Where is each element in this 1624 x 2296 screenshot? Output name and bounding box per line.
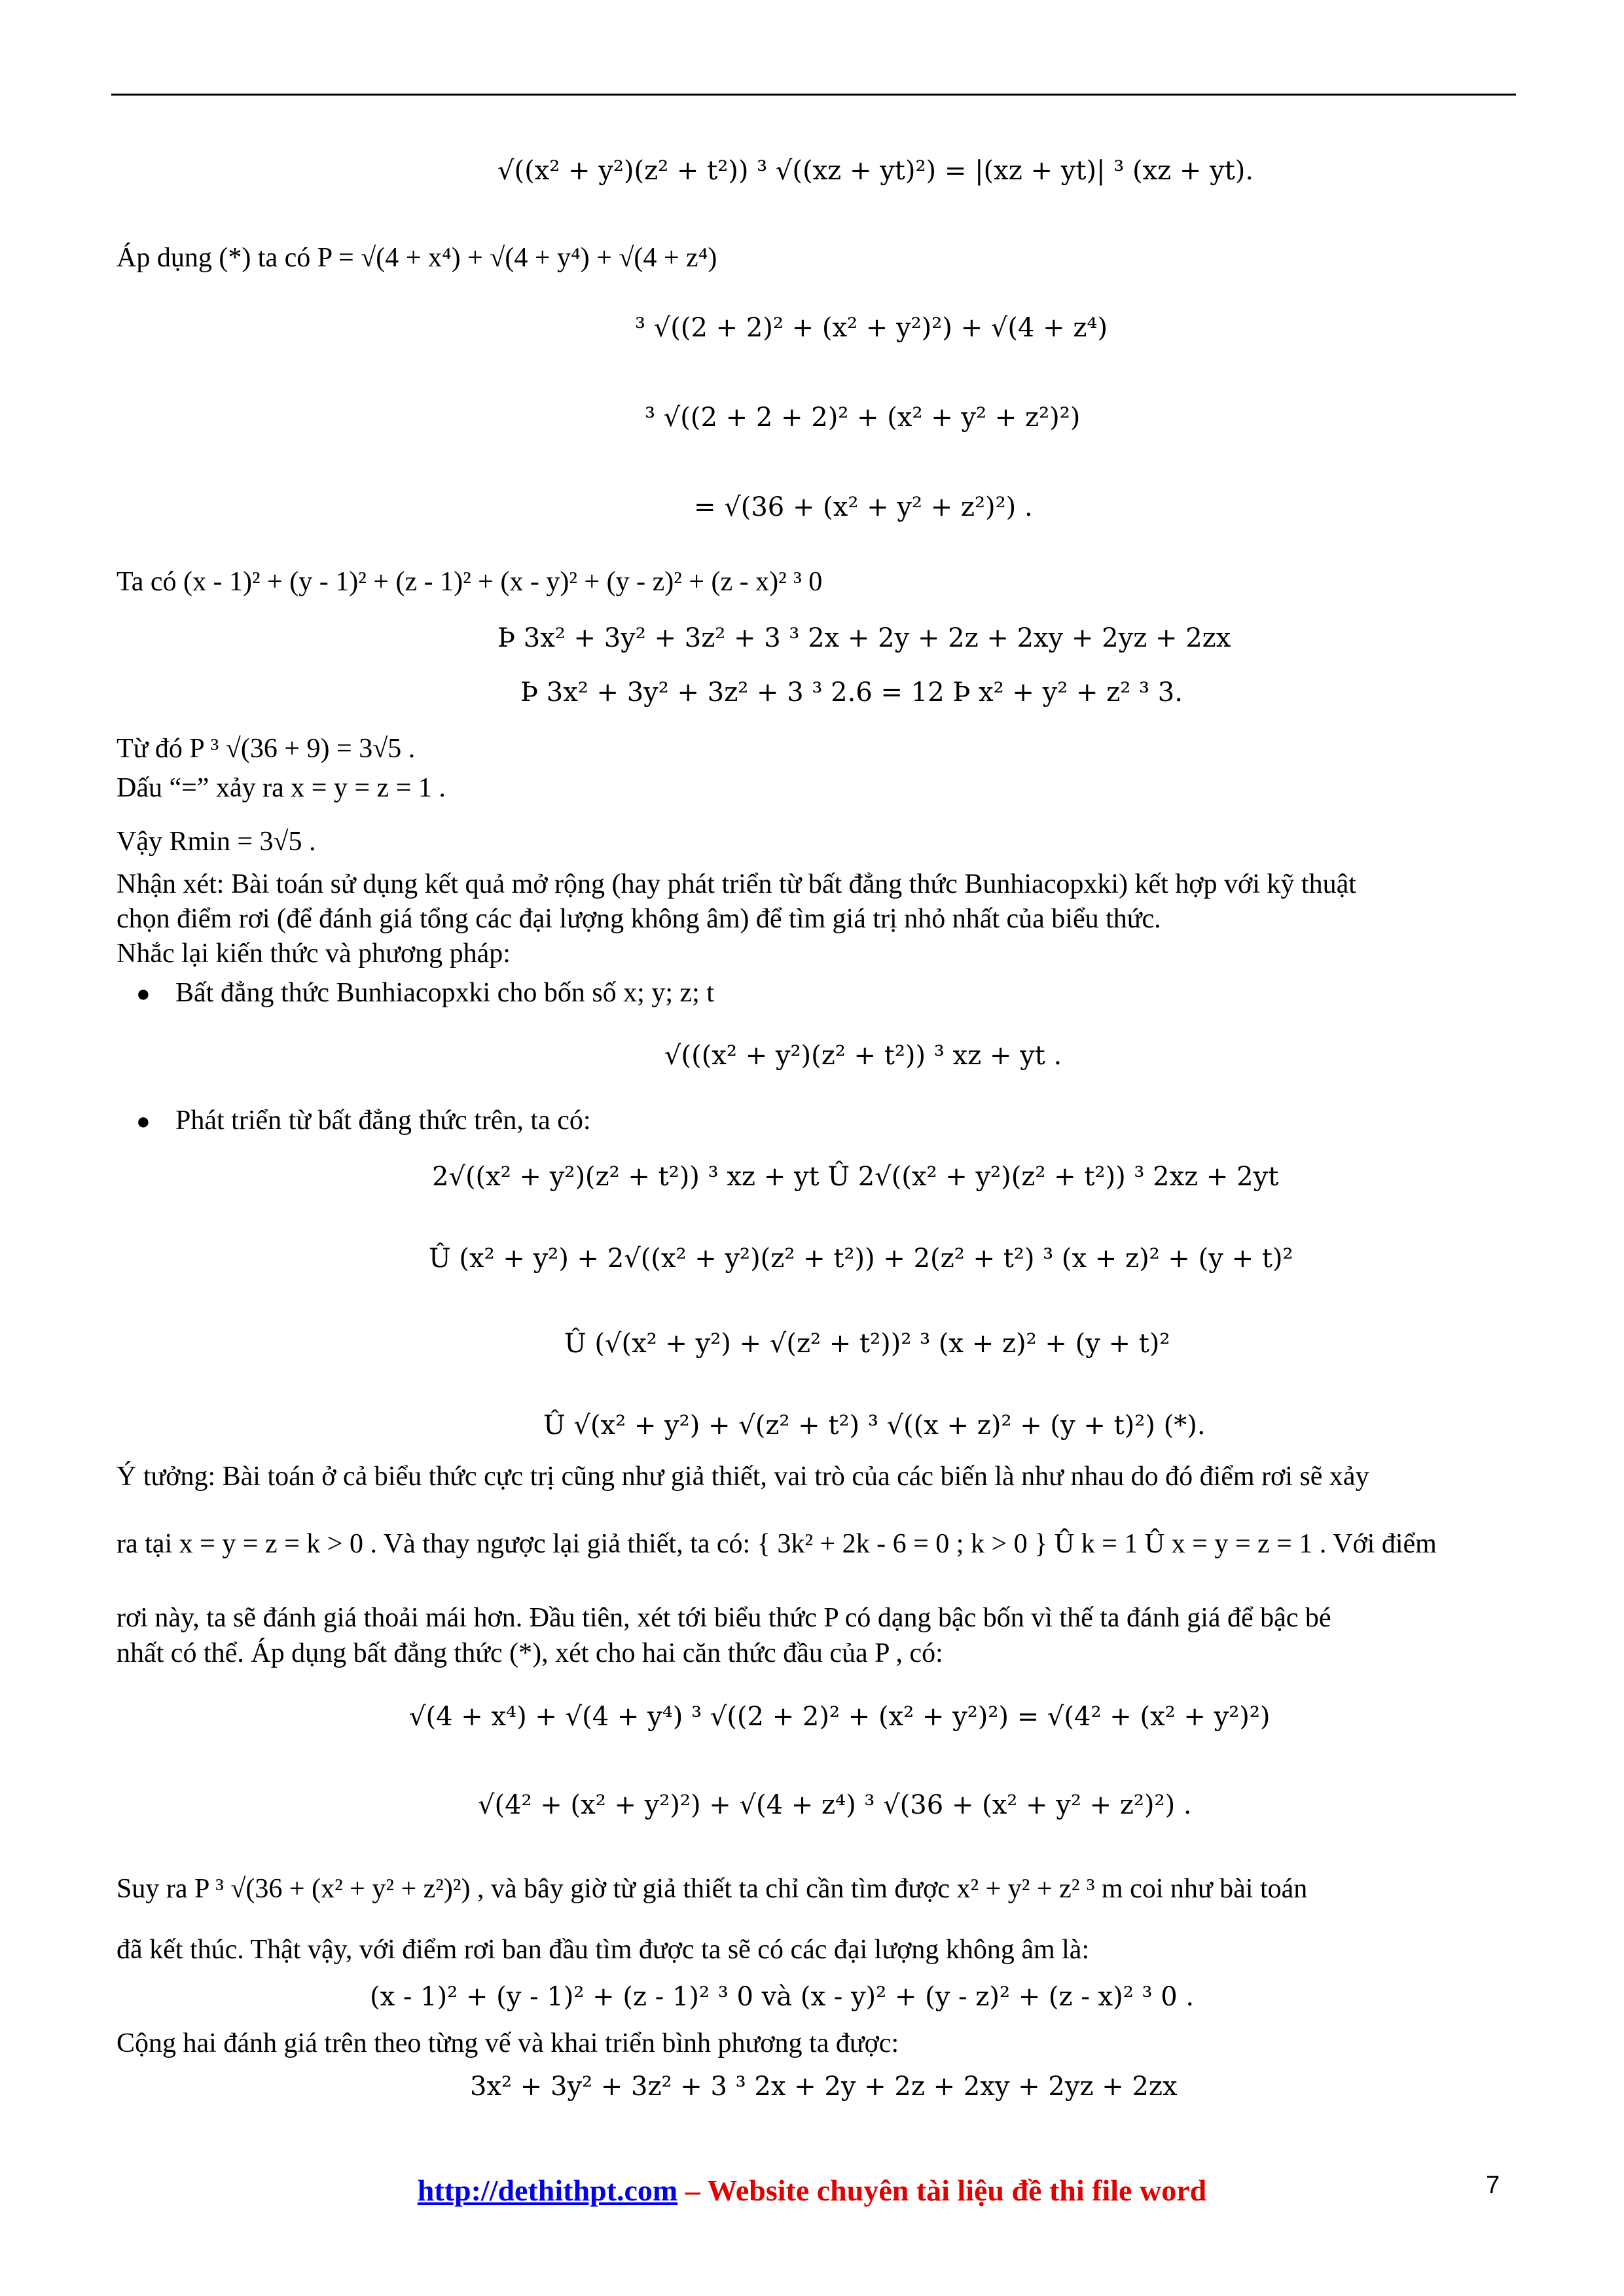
text-line-l22: Ý tưởng: Bài toán ở cả biểu thức cực trị cũng như giả thiết, vai trò của các biến là như nhau do đó điểm rơi sẽ xảy bbox=[117, 1462, 1369, 1492]
text-line-l32: 3x² + 3y² + 3z² + 3 ³ 2x + 2y + 2z + 2xy + 2yz + 2zx bbox=[470, 2072, 1178, 2102]
text-line-l08: Þ 3x² + 3y² + 3z² + 3 ³ 2.6 = 12 Þ x² + y² + z² ³ 3. bbox=[520, 677, 1183, 708]
text-line-l01: √((x² + y²)(z² + t²)) ³ √((xz + yt)²) = |(xz + yt)| ³ (xz + yt). bbox=[497, 156, 1254, 186]
page-footer bbox=[0, 2173, 1624, 2208]
text-line-l17: Phát triển từ bất đẳng thức trên, ta có: bbox=[175, 1105, 591, 1136]
text-line-l15: Bất đẳng thức Bunhiacopxki cho bốn số x; y; z; t bbox=[175, 978, 714, 1008]
text-line-l02: Áp dụng (*) ta có P = √(4 + x⁴) + √(4 + y⁴) + √(4 + z⁴) bbox=[117, 243, 717, 273]
text-line-l18: 2√((x² + y²)(z² + t²)) ³ xz + yt Û 2√((x² + y²)(z² + t²)) ³ 2xz + 2yt bbox=[432, 1162, 1279, 1192]
bullet-icon: ● bbox=[136, 1108, 151, 1134]
text-line-l05: = √(36 + (x² + y² + z²)²) . bbox=[694, 492, 1033, 522]
text-line-l27: √(4² + (x² + y²)²) + √(4 + z⁴) ³ √(36 + (x² + y² + z²)²) . bbox=[478, 1790, 1192, 1820]
header-rule bbox=[111, 94, 1516, 96]
text-line-l31: Cộng hai đánh giá trên theo từng vế và khai triển bình phương ta được: bbox=[117, 2028, 899, 2058]
text-line-l28: Suy ra P ³ √(36 + (x² + y² + z²)²) , và bây giờ từ giả thiết ta chỉ cần tìm được x² + y² + z² ³ m coi như bài toán bbox=[117, 1874, 1308, 1904]
text-line-l09: Từ đó P ³ √(36 + 9) = 3√5 . bbox=[117, 734, 416, 764]
text-line-l07: Þ 3x² + 3y² + 3z² + 3 ³ 2x + 2y + 2z + 2xy + 2yz + 2zx bbox=[497, 623, 1231, 653]
text-line-l11: Vậy Rmin = 3√5 . bbox=[117, 827, 316, 857]
bullet-icon: ● bbox=[136, 980, 151, 1007]
text-line-l26: √(4 + x⁴) + √(4 + y⁴) ³ √((2 + 2)² + (x² + y²)²) = √(4² + (x² + y²)²) bbox=[409, 1702, 1271, 1732]
text-line-l16: √(((x² + y²)(z² + t²)) ³ xz + yt . bbox=[664, 1041, 1062, 1071]
text-line-l23: ra tại x = y = z = k > 0 . Và thay ngược lại giả thiết, ta có: { 3k² + 2k - 6 = 0 ; k > 0 } Û k = 1 Û x = y = z = 1 . Với điểm bbox=[117, 1529, 1437, 1559]
text-line-l25: nhất có thể. Áp dụng bất đẳng thức (*), xét cho hai căn thức đầu của P , có: bbox=[117, 1638, 943, 1668]
text-line-l20: Û (√(x² + y²) + √(z² + t²))² ³ (x + z)² + (y + t)² bbox=[564, 1329, 1170, 1359]
text-line-l04: ³ √((2 + 2 + 2)² + (x² + y² + z²)²) bbox=[645, 403, 1081, 433]
text-line-l30: (x - 1)² + (y - 1)² + (z - 1)² ³ 0 và (x - y)² + (y - z)² + (z - x)² ³ 0 . bbox=[370, 1982, 1195, 2012]
text-line-l06: Ta có (x - 1)² + (y - 1)² + (z - 1)² + (x - y)² + (y - z)² + (z - x)² ³ 0 bbox=[117, 567, 823, 597]
text-line-l24: rơi này, ta sẽ đánh giá thoải mái hơn. Đầu tiên, xét tới biểu thức P có dạng bậc bốn vì thế ta đánh giá để bậc bé bbox=[117, 1603, 1331, 1633]
text-line-l12: Nhận xét: Bài toán sử dụng kết quả mở rộng (hay phát triển từ bất đẳng thức Bunhiacopxki) kết hợp với kỹ thuật bbox=[117, 869, 1356, 899]
text-line-l13: chọn điểm rơi (để đánh giá tổng các đại lượng không âm) để tìm giá trị nhỏ nhất của biểu thức. bbox=[117, 904, 1161, 934]
text-line-l10: Dấu “=” xảy ra x = y = z = 1 . bbox=[117, 773, 446, 803]
footer-tagline: – Website chuyên tài liệu đề thi file word bbox=[677, 2174, 1207, 2207]
text-line-l29: đã kết thúc. Thật vậy, với điểm rơi ban đầu tìm được ta sẽ có các đại lượng không âm là: bbox=[117, 1935, 1090, 1965]
text-line-l03: ³ √((2 + 2)² + (x² + y²)²) + √(4 + z⁴) bbox=[635, 313, 1108, 343]
page-number: 7 bbox=[1486, 2172, 1500, 2199]
text-line-l19: Û (x² + y²) + 2√((x² + y²)(z² + t²)) + 2(z² + t²) ³ (x + z)² + (y + t)² bbox=[429, 1244, 1293, 1274]
text-line-l14: Nhắc lại kiến thức và phương pháp: bbox=[117, 939, 511, 969]
footer-link[interactable]: http://dethithpt.com bbox=[417, 2174, 678, 2207]
text-line-l21: Û √(x² + y²) + √(z² + t²) ³ √((x + z)² + (y + t)²) (*). bbox=[543, 1410, 1206, 1441]
